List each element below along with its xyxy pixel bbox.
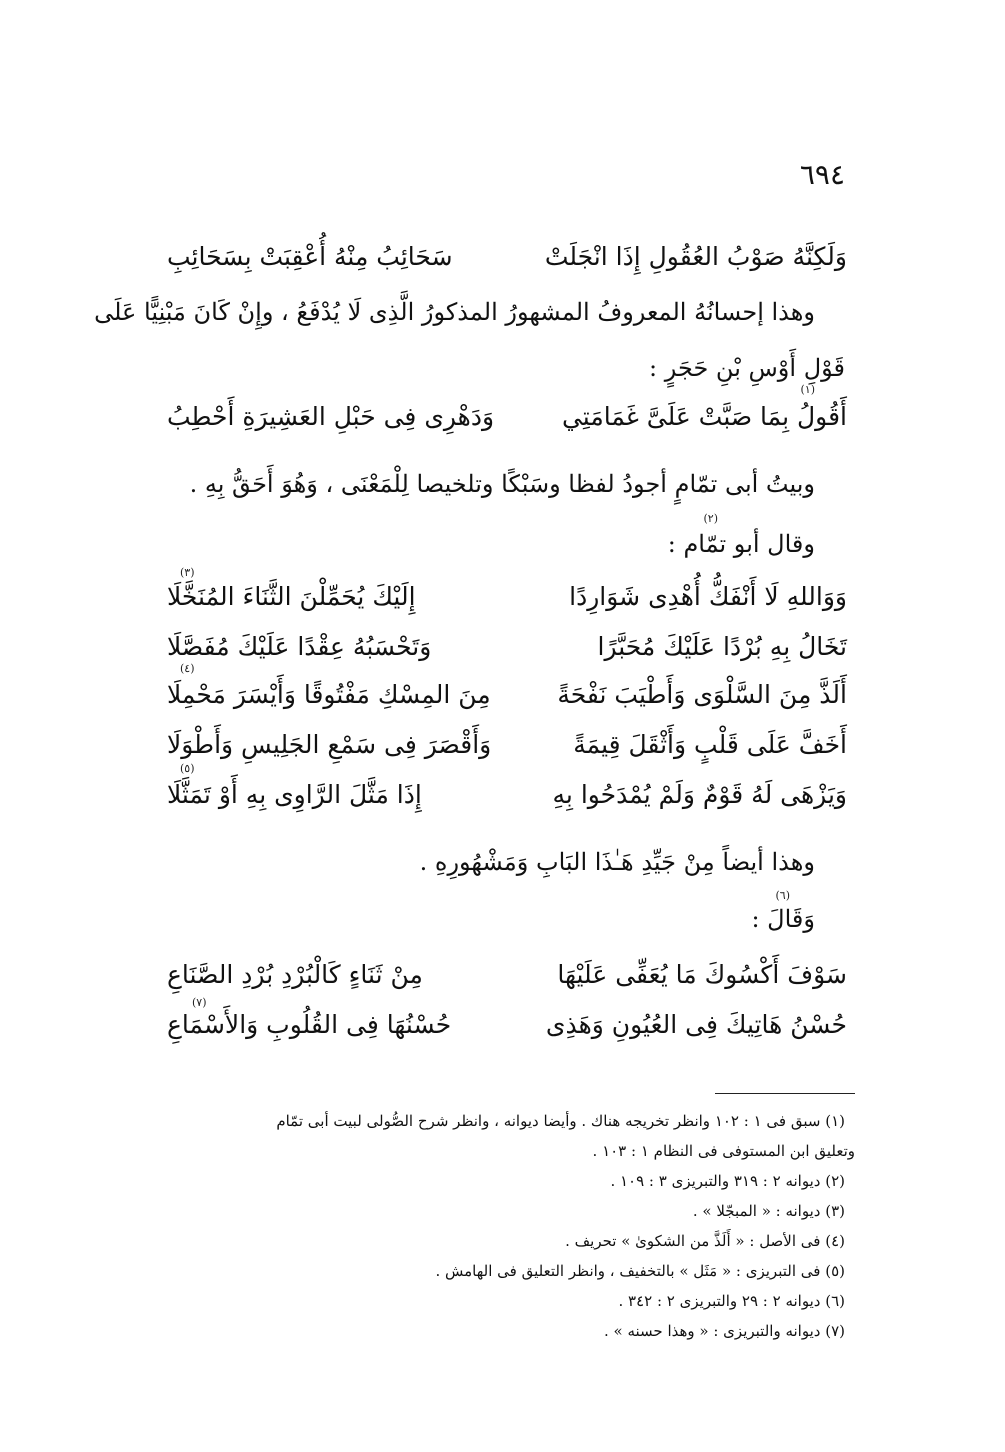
verse-first-hemistich: أَخَفَّ عَلَى قَلْبٍ وَأَثْقَلَ قِيمَةً <box>573 730 847 759</box>
verse-second-hemistich: مِنْ ثَنَاءٍ كَالْبُرْدِ بُرْدِ الصَّنَاعِ <box>167 960 423 989</box>
footnote-line: (٣) ديوانه : « المبجّلا » . <box>692 1202 845 1220</box>
verse-first-hemistich: وَلَكِنَّهُ صَوْبُ العُقُولِ إِذَا انْجَلَتْ <box>544 242 847 271</box>
footnote-line: (٤) فى الأصل : « أَلَذَّ من الشكوىٰ » تحريف . <box>565 1232 845 1250</box>
verse-second-hemistich: إِلَيْكَ يُحَمِّلْنَ الثَّنَاءَ المُنَخَّلَا <box>167 582 416 611</box>
verse-first-hemistich: سَوْفَ أَكْسُوكَ مَا يُعَفِّى عَلَيْهَا <box>557 960 847 989</box>
footnote-marker: (٤) <box>180 662 195 675</box>
verse-first-hemistich: أَلَذَّ مِنَ السَّلْوَى وَأَطْيَبَ نَفْحَةً <box>557 680 847 709</box>
verse-second-hemistich: سَحَائِبُ مِنْهُ أُعْقِبَتْ بِسَحَائِبِ <box>167 242 453 271</box>
verse-second-hemistich: وَأَقْصَرَ فِى سَمْعِ الجَلِيسِ وَأَطْوَلَا <box>167 730 492 759</box>
verse-line <box>167 402 847 442</box>
paragraph-line: قَوْلِ أَوْسِ بْنِ حَجَرٍ : <box>649 354 845 382</box>
poem-introduction: وَقَالَ : <box>751 905 815 933</box>
verse-second-hemistich: وَتَحْسَبُهُ عِقْدًا عَلَيْكَ مُفَصَّلَا <box>167 632 432 661</box>
footnote-separator <box>715 1093 855 1094</box>
verse-first-hemistich: تَخَالُ بِهِ بُرْدًا عَلَيْكَ مُحَبَّرًا <box>597 632 847 661</box>
verse-second-hemistich: حُسْنُهَا فِى القُلُوبِ وَالأَسْمَاعِ <box>167 1010 452 1039</box>
verse-second-hemistich: إِذَا مَثَّلَ الرَّاوِى بِهِ أَوْ تَمَثَّلَا <box>167 780 422 809</box>
footnote-line: (١) سبق فى ١ : ١٠٢ وانظر تخريجه هناك . وأيضا ديوانه ، وانظر شرح الصُّولى لبيت أبى تمّام <box>276 1112 845 1130</box>
verse-first-hemistich: أَقُولُ بِمَا صَبَّتْ عَلَىَّ غَمَامَتِي <box>561 402 847 431</box>
verse-line <box>167 780 847 820</box>
footnote-line: (٢) ديوانه ٢ : ٣١٩ والتبريزى ٣ : ١٠٩ . <box>610 1172 845 1190</box>
verse-line <box>167 582 847 622</box>
footnote-marker: (٧) <box>192 996 207 1009</box>
verse-first-hemistich: وَيَزْهَى لَهُ قَوْمٌ وَلَمْ يُمْدَحُوا بِهِ <box>552 780 847 809</box>
footnote-marker: (٢) <box>703 512 718 525</box>
paragraph-line: وبيتُ أبى تمّامٍ أجودُ لفظا وسَبْكًا وتلخيصا لِلْمَعْنَى ، وَهُوَ أَحَقُّ بِهِ . <box>189 470 815 498</box>
verse-line <box>167 960 847 1000</box>
verse-line <box>167 730 847 770</box>
footnote-marker: (٥) <box>180 762 195 775</box>
verse-line <box>167 632 847 672</box>
verse-second-hemistich: مِنَ المِسْكِ مَفْتُوقًا وَأَيْسَرَ مَحْمِلَا <box>167 680 491 709</box>
footnote-line: وتعليق ابن المستوفى فى النظام ١ : ١٠٣ . <box>592 1142 855 1160</box>
poem-introduction: وقال أبو تمّام : <box>667 530 815 558</box>
verse-line <box>167 242 847 282</box>
footnote-marker: (١) <box>800 383 815 396</box>
page-number: ٦٩٤ <box>799 158 845 191</box>
footnote-line: (٥) فى التبريزى : « مَثَل » بالتخفيف ، وانظر التعليق فى الهامش . <box>435 1262 845 1280</box>
verse-first-hemistich: حُسْنُ هَاتِيكَ فِى العُيُونِ وَهَذِى <box>545 1010 847 1039</box>
verse-second-hemistich: وَدَهْرِى فِى حَبْلِ العَشِيرَةِ أَحْطِبُ <box>167 402 495 431</box>
paragraph-line: وهذا أيضاً مِنْ جَيِّدِ هَـٰذَا البَابِ وَمَشْهُورِهِ . <box>419 848 815 876</box>
footnote-line: (٦) ديوانه ٢ : ٢٩ والتبريزى ٢ : ٣٤٢ . <box>618 1292 845 1310</box>
verse-first-hemistich: وَوَاللهِ لَا أَنْفَكُّ أُهْدِى شَوَارِدًا <box>569 582 847 611</box>
footnote-marker: (٦) <box>775 889 790 902</box>
footnote-marker: (٣) <box>180 566 195 579</box>
footnote-line: (٧) ديوانه والتبريزى : « وهذا حسنه » . <box>603 1322 845 1340</box>
verse-line <box>167 680 847 720</box>
paragraph-line: وهذا إحسانُهُ المعروفُ المشهورُ المذكورُ الَّذِى لَا يُدْفَعُ ، وإِنْ كَانَ مَبْنِيًّا عَلَى <box>94 298 815 326</box>
verse-line <box>167 1010 847 1050</box>
